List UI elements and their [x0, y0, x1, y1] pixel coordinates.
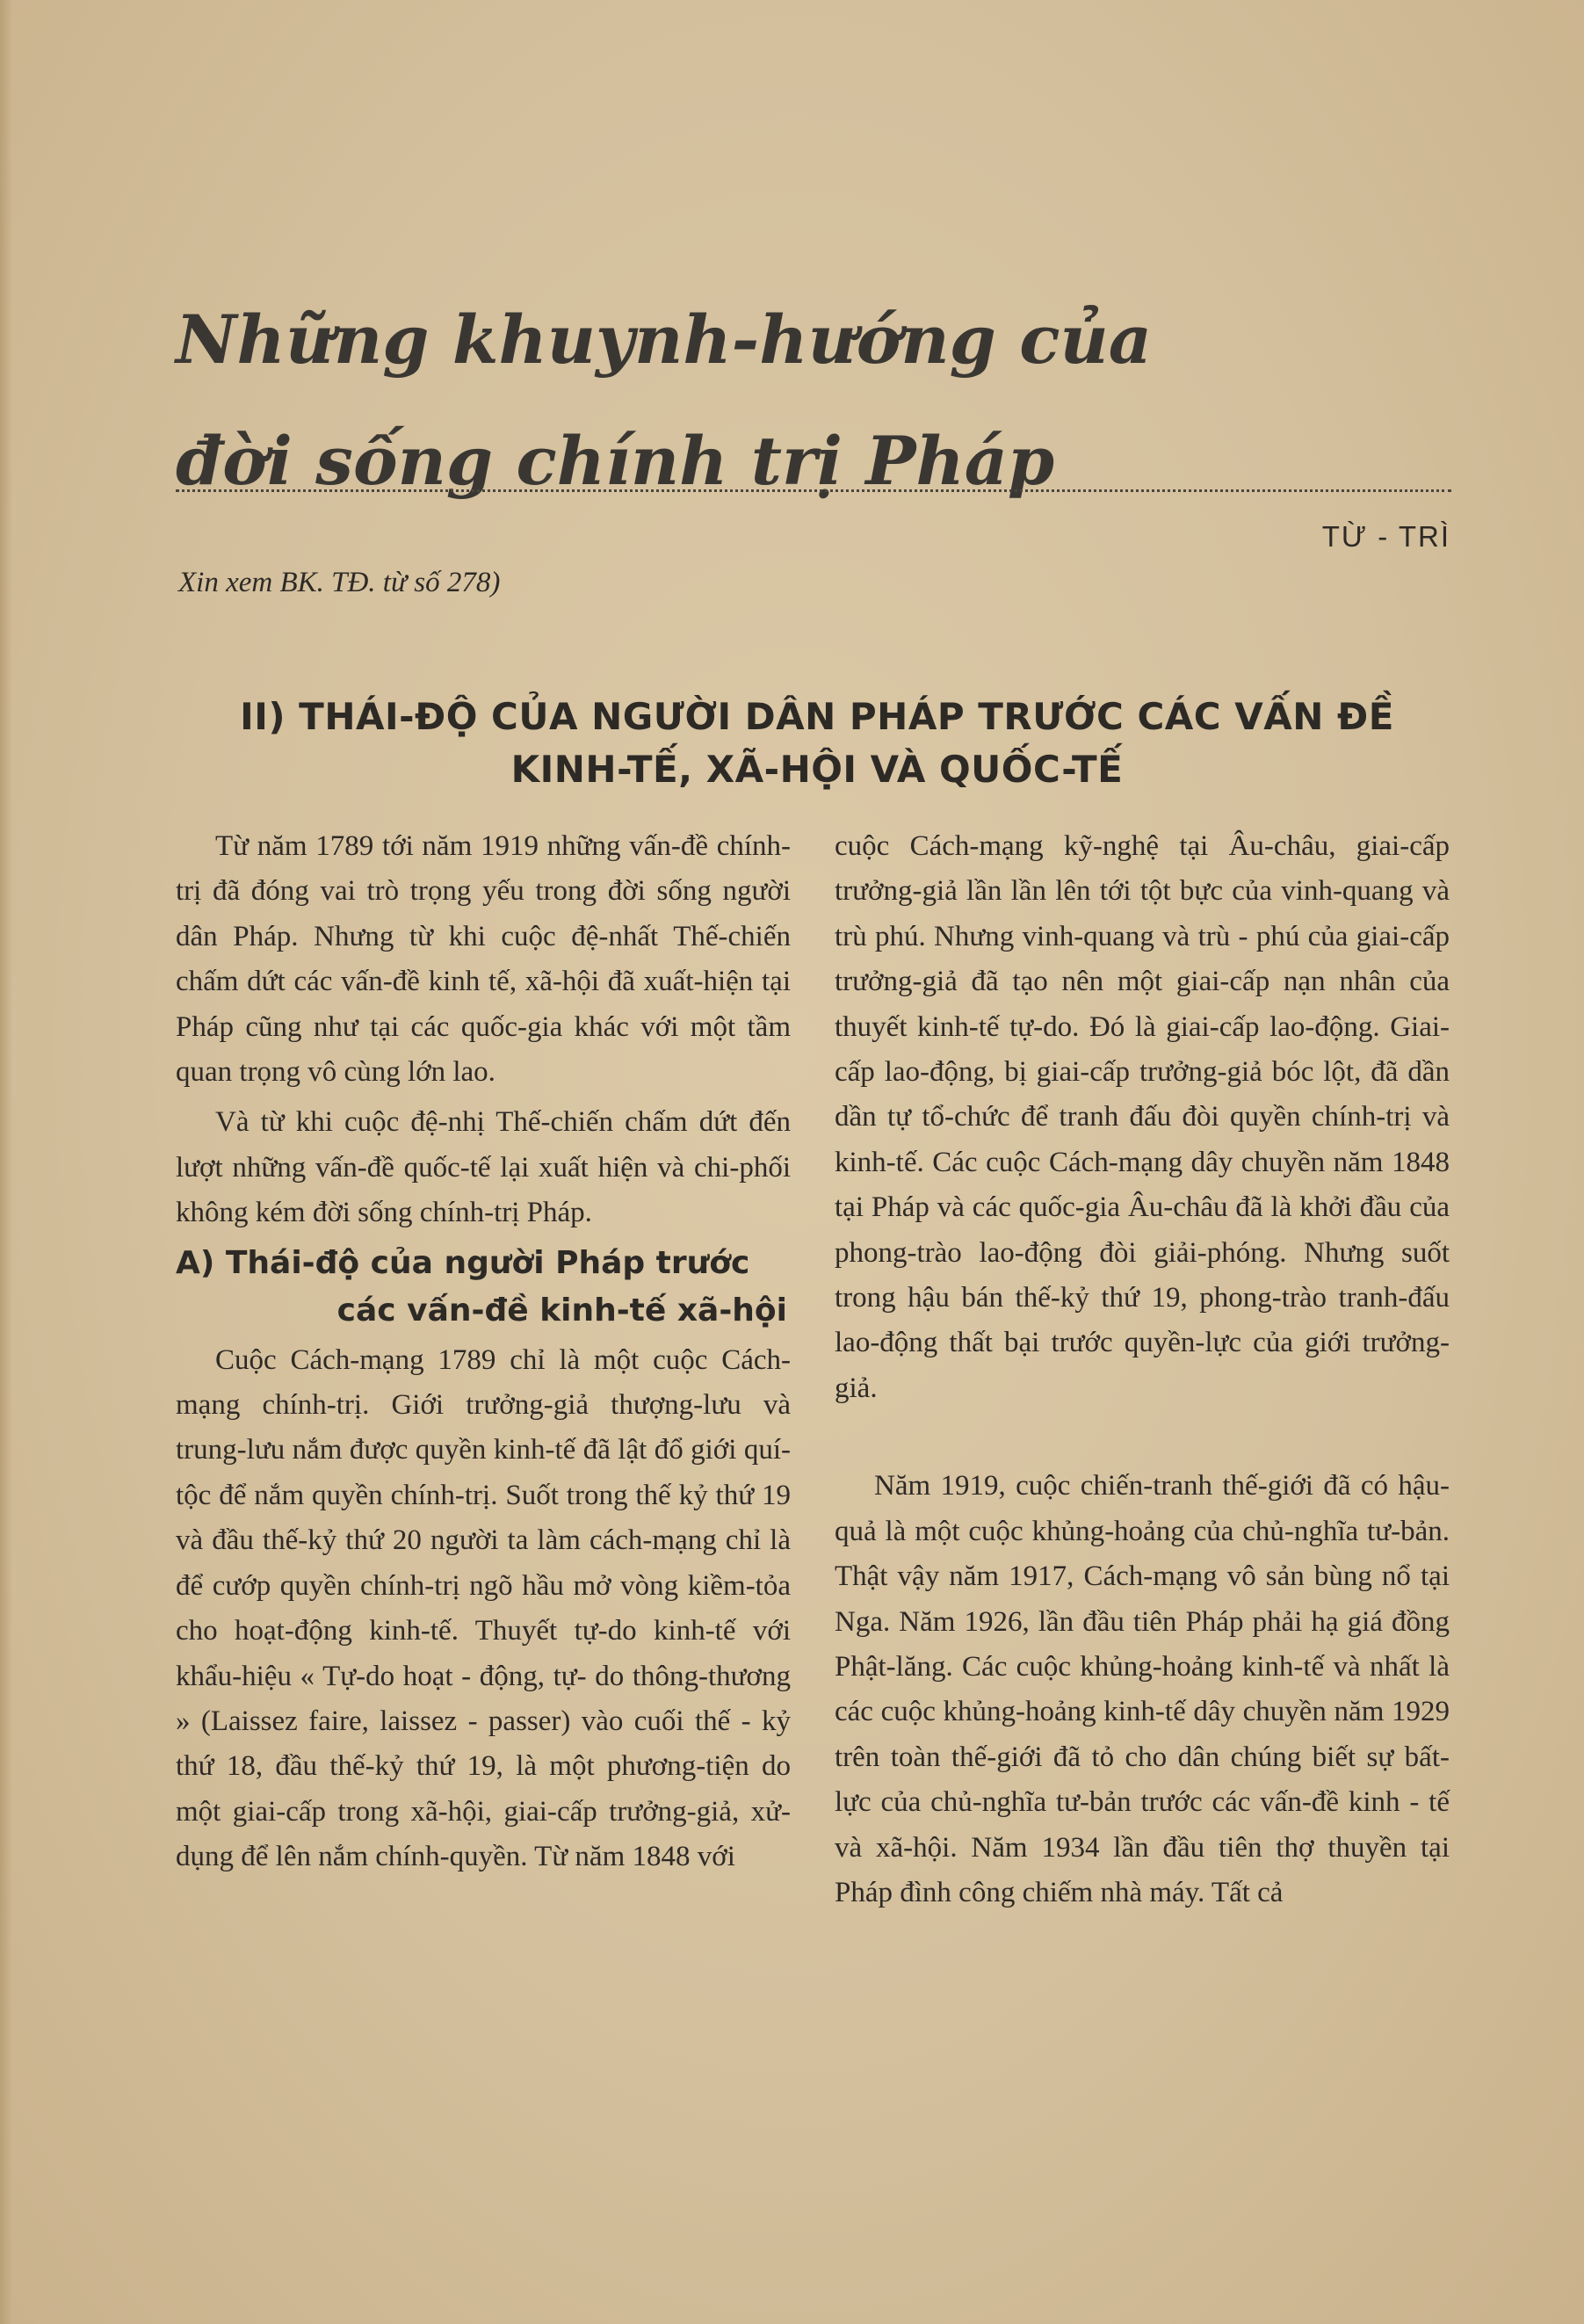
subsection-heading-line-2: các vấn-đề kinh-tế xã-hội — [336, 1292, 787, 1329]
section-heading-line-2: KINH-TẾ, XÃ-HỘI VÀ QUỐC-TẾ — [510, 748, 1124, 791]
article-title — [176, 279, 1476, 522]
paragraph-spacer — [835, 1411, 1450, 1464]
section-heading — [176, 691, 1458, 796]
subsection-heading — [176, 1240, 791, 1335]
body-paragraph: Cuộc Cách-mạng 1789 chỉ là một cuộc Cách-mạng chính-trị. Giới trưởng-giả thượng-lưu và trung-lưu nắm được quyền kinh-tế đã lật đổ giới quí-tộc để nắm quyền chính-trị. Suốt trong thế kỷ thứ 19 và đầu thế-kỷ thứ 20 người ta làm cách-mạng chỉ là để cướp quyền chính-trị ngõ hầu mở vòng kiềm-tỏa cho hoạt-động kinh-tế. Thuyết tự-do kinh-tế với khẩu-hiệu « Tự-do hoạt - động, tự- do thông-thương » (Laissez faire, laissez - passer) vào cuối thế - kỷ thứ 18, đầu thế-kỷ thứ 19, là một phương-tiện do một giai-cấp trong xã-hội, giai-cấp trưởng-giả, xử-dụng để lên nắm chính-quyền. Từ năm 1848 với — [176, 1343, 791, 1873]
subsection-heading-line-1: A) Thái-độ của người Pháp trước — [176, 1244, 750, 1281]
body-paragraph: Và từ khi cuộc đệ-nhị Thế-chiến chấm dứt đến lượt những vấn-đề quốc-tế lại xuất hiện và chi-phối không kém đời sống chính-trị Pháp. — [176, 1106, 791, 1229]
body-paragraph: Năm 1919, cuộc chiến-tranh thế-giới đã có hậu-quả là một cuộc khủng-hoảng của chủ-nghĩa tư-bản. Thật vậy năm 1917, Cách-mạng vô sản bùng nổ tại Nga. Năm 1926, lần đầu tiên Pháp phải hạ giá đồng Phật-lăng. Các cuộc khủng-hoảng kinh-tế và nhất là các cuộc khủng-hoảng kinh-tế dây chuyền năm 1929 trên toàn thế-giới đã tỏ cho dân chúng biết sự bất-lực của chủ-nghĩa tư-bản trước các vấn-đề kinh - tế và xã-hội. Năm 1934 lần đầu tiên thợ thuyền tại Pháp đình công chiếm nhà máy. Tất cả — [835, 1470, 1450, 1908]
article-title-line-1: Những khuynh-hướng của — [176, 300, 1153, 379]
right-column — [835, 824, 1450, 1915]
author-name: TỪ - TRÌ — [1321, 520, 1450, 553]
title-divider — [176, 489, 1451, 492]
body-paragraph: Từ năm 1789 tới năm 1919 những vấn-đề chính-trị đã đóng vai trò trọng yếu trong đời sống người dân Pháp. Nhưng từ khi cuộc đệ-nhất Thế-chiến chấm dứt các vấn-đề kinh tế, xã-hội đã xuất-hiện tại Pháp cũng như tại các quốc-gia khác với một tầm quan trọng vô cùng lớn lao. — [176, 830, 791, 1089]
section-heading-line-1: II) THÁI-ĐỘ CỦA NGƯỜI DÂN PHÁP TRƯỚC CÁC VẤN ĐỀ — [240, 695, 1394, 738]
reference-note: Xin xem BK. TĐ. từ số 278) — [178, 567, 501, 598]
body-paragraph: cuộc Cách-mạng kỹ-nghệ tại Âu-châu, giai-cấp trưởng-giả lần lần lên tới tột bực của vinh-quang và trù phú. Nhưng vinh-quang và trù - phú của giai-cấp trưởng-giả đã tạo nên một giai-cấp nạn nhân của thuyết kinh-tế tự-do. Đó là giai-cấp lao-động. Giai-cấp lao-động, bị giai-cấp trưởng-giả bóc lột, đã dần dần tự tổ-chức để tranh đấu đòi quyền chính-trị và kinh-tế. Các cuộc Cách-mạng dây chuyền năm 1848 tại Pháp và các quốc-gia Âu-châu đã là khởi đầu của phong-trào lao-động đòi giải-phóng. Nhưng suốt trong hậu bán thế-kỷ thứ 19, phong-trào tranh-đấu lao-động thất bại trước quyền-lực của giới trưởng-giả. — [835, 830, 1450, 1404]
left-column — [176, 824, 791, 1880]
page-edge-shadow — [0, 0, 12, 2324]
article-title-line-2: đời sống chính trị Pháp — [176, 422, 1055, 500]
